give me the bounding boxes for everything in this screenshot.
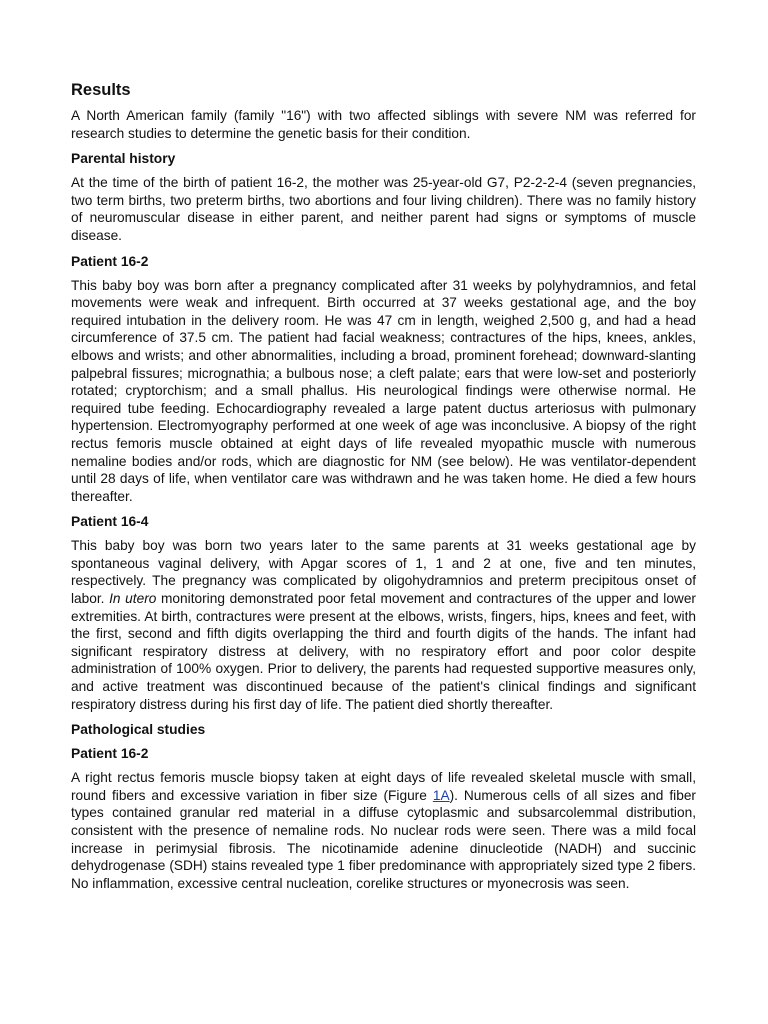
section-title: Results [71,81,131,99]
patient-16-4-text-part-1: This baby boy was born two years later to the same parents at 31 weeks gestational age by spontaneous vaginal delivery, with Apgar scores of 1, 1 and 2 at one, five and ten minutes, respectively. The pregnancy was complicated by oligohydramnios and preterm precipitous onset of labor. [71,538,696,607]
parental-history-paragraph: At the time of the birth of patient 16-2, the mother was 25-year-old G7, P2-2-2-4 (seven pregnancies, two term births, two preterm births, two abortions and four living children). There was no family history of neuromuscular disease in either parent, and neither parent had signs or symptoms of muscle disease. [71,175,696,243]
in-utero-italic: In utero [109,591,157,607]
pathological-studies-heading: Pathological studies [71,722,206,738]
path-patient-16-2-paragraph [71,769,696,892]
patient-16-2-heading: Patient 16-2 [71,253,149,269]
patient-16-4-paragraph [71,537,696,713]
parental-history-heading: Parental history [71,151,176,167]
figure-1a-link[interactable]: 1A [432,787,450,803]
intro-paragraph: A North American family (family "16") with two affected siblings with severe NM was referred for research studies to determine the genetic basis for their condition. [71,108,696,141]
path-patient-16-2-heading: Patient 16-2 [71,746,149,762]
path-text-part-1: A right rectus femoris muscle biopsy taken at eight days of life revealed skeletal muscle with small, round fibers and excessive variation in fiber size (Figure [71,770,696,803]
patient-16-4-heading: Patient 16-4 [71,514,149,530]
patient-16-4-text-part-2: monitoring demonstrated poor fetal movement and contractures of the upper and lower extremities. At birth, contractures were present at the elbows, wrists, fingers, hips, knees and feet, with the first, second and fifth digits overlapping the third and fourth digits of the hands. The infant had significant respiratory distress at delivery, with no respiratory effort and poor color despite administration of 100% oxygen. Prior to delivery, the parents had requested supportive measures only, and active treatment was discontinued because of the patient's clinical findings and significant respiratory distress during his first day of life. The patient died shortly thereafter. [71,591,696,712]
path-text-part-2: ). Numerous cells of all sizes and fiber types contained granular red material in a diffuse cytoplasmic and subsarcolemmal distribution, consistent with the presence of nemaline rods. No nuclear rods were seen. There was a mild focal increase in perimysial fibrosis. The nicotinamide adenine dinucleotide (NADH) and succinic dehydrogenase (SDH) stains revealed type 1 fiber predominance with appropriately sized type 2 fibers. No inflammation, excessive central nucleation, corelike structures or myonecrosis was seen. [71,787,696,891]
patient-16-2-paragraph: This baby boy was born after a pregnancy complicated after 31 weeks by polyhydramnios, and fetal movements were weak and infrequent. Birth occurred at 37 weeks gestational age, and the boy required intubation in the delivery room. He was 47 cm in length, weighed 2,500 g, and had a head circumference of 37.5 cm. The patient had facial weakness; contractures of the hips, knees, ankles, elbows and wrists; and other abnormalities, including a broad, prominent forehead; downward-slanting palpebral fissures; micrognathia; a bulbous nose; a cleft palate; ears that were low-set and posteriorly rotated; cryptorchism; and a small phallus. His neurological findings were otherwise normal. He required tube feeding. Echocardiography revealed a large patent ductus arteriosus with pulmonary hypertension. Electromyography performed at one week of age was inconclusive. A biopsy of the right rectus femoris muscle obtained at eight days of life revealed myopathic muscle with numerous nemaline bodies and/or rods, which are diagnostic for NM (see below). He was ventilator-dependent until 28 days of life, when ventilator care was withdrawn and he was taken home. He died a few hours thereafter. [71,277,696,504]
results-section [71,80,696,900]
